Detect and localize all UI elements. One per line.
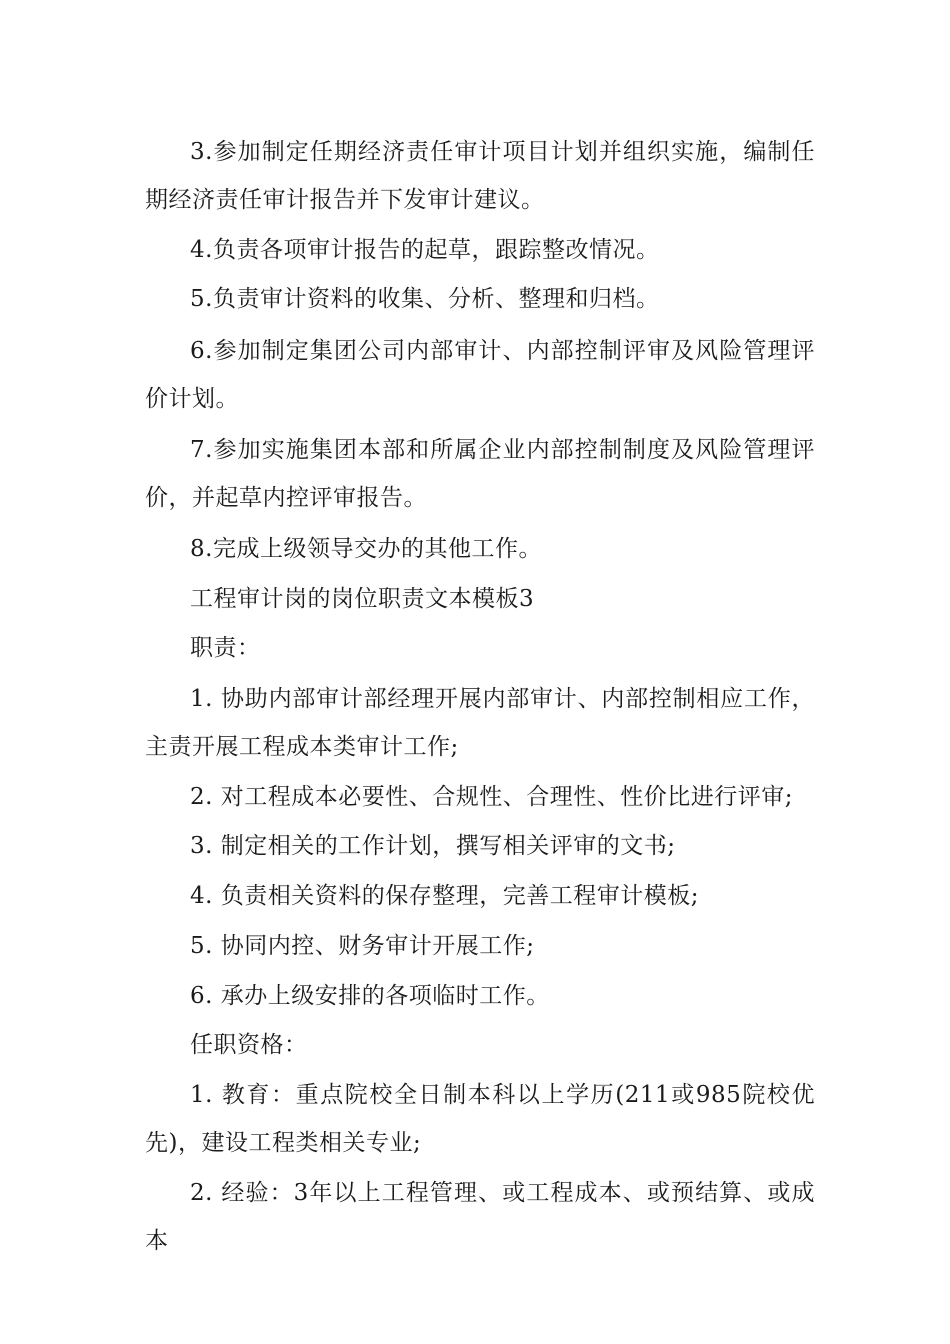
paragraph-item-5-data-archiving: 5.负责审计资料的收集、分析、整理和归档。 — [190, 286, 660, 312]
paragraph-item-6-control-plan: 6.参加制定集团公司内部审计、内部控制评审及风险管理评价计划。 — [145, 338, 815, 412]
duty-item-2: 2. 对工程成本必要性、合规性、合理性、性价比进行评审; — [190, 784, 794, 810]
paragraph-item-8-other-tasks: 8.完成上级领导交办的其他工作。 — [190, 536, 542, 562]
duty-item-5: 5. 协同内控、财务审计开展工作; — [190, 933, 535, 959]
duty-item-3: 3. 制定相关的工作计划，撰写相关评审的文书; — [190, 833, 676, 859]
subheading-duties: 职责： — [190, 635, 261, 661]
qualification-item-1: 1. 教育：重点院校全日制本科以上学历(211或985院校优先)，建设工程类相关专业; — [145, 1082, 815, 1156]
paragraph-item-7-control-review: 7.参加实施集团本部和所属企业内部控制制度及风险管理评价，并起草内控评审报告。 — [145, 437, 815, 511]
paragraph-item-4-report-drafting: 4.负责各项审计报告的起草，跟踪整改情况。 — [190, 237, 660, 263]
duty-item-1: 1. 协助内部审计部经理开展内部审计、内部控制相应工作，主责开展工程成本类审计工作; — [145, 686, 815, 760]
section-heading-template-3: 工程审计岗的岗位职责文本模板3 — [190, 586, 535, 612]
qualification-item-2: 2. 经验：3年以上工程管理、或工程成本、或预结算、或成本 — [145, 1180, 815, 1254]
subheading-qualifications: 任职资格： — [190, 1032, 308, 1058]
duty-item-6: 6. 承办上级安排的各项临时工作。 — [190, 983, 550, 1009]
duty-item-4: 4. 负责相关资料的保存整理，完善工程审计模板; — [190, 883, 700, 909]
paragraph-item-3-audit-plan: 3.参加制定任期经济责任审计项目计划并组织实施，编制任期经济责任审计报告并下发审计建议。 — [145, 139, 815, 213]
